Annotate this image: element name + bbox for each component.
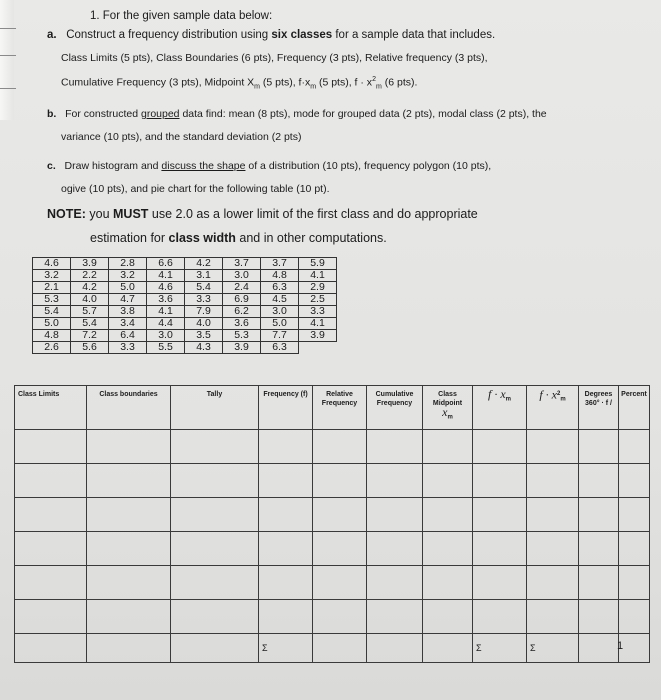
part-b-line1: b. For constructed grouped data find: mean (8 pts), mode for grouped data (2 pts), modal class (2 pts), the: [47, 108, 547, 120]
data-cell: 3.3: [299, 306, 337, 318]
header-frequency: Frequency (f): [259, 386, 313, 430]
data-cell: 5.4: [71, 318, 109, 330]
data-cell: 2.8: [109, 258, 147, 270]
table-header-row: [15, 386, 650, 430]
part-b-line2: variance (10 pts), and the standard deviation (2 pts): [61, 131, 302, 143]
note-line1: NOTE: you MUST use 2.0 as a lower limit of the first class and do appropriate: [47, 207, 478, 221]
data-cell: 4.2: [185, 258, 223, 270]
data-cell: 3.3: [185, 294, 223, 306]
data-cell: 7.2: [71, 330, 109, 342]
table-row: [15, 600, 650, 634]
table-row: [15, 532, 650, 566]
sample-data-grid: [32, 257, 337, 354]
data-grid-row: [33, 318, 337, 330]
data-cell: 4.1: [147, 270, 185, 282]
question-1: [90, 10, 272, 22]
data-cell: 5.6: [71, 342, 109, 354]
data-cell: 5.9: [299, 258, 337, 270]
data-cell: 4.7: [109, 294, 147, 306]
data-cell: 5.3: [33, 294, 71, 306]
header-class-midpoint: Class Midpoint $x_m$: [423, 386, 473, 430]
data-cell: 7.7: [261, 330, 299, 342]
header-fx: $f \cdot x_m$: [473, 386, 527, 430]
header-percent: Percent: [619, 386, 650, 430]
data-cell: 6.9: [223, 294, 261, 306]
part-c-line1: c. Draw histogram and discuss the shape of a distribution (10 pts), frequency polygon (10 pts),: [47, 160, 492, 172]
header-tally: Tally: [171, 386, 259, 430]
data-grid-row: [33, 342, 337, 354]
part-c-line2: ogive (10 pts), and pie chart for the following table (10 pt).: [61, 183, 330, 195]
data-cell: 3.6: [223, 318, 261, 330]
sum-fx: Σ: [473, 634, 527, 663]
data-cell: 5.4: [33, 306, 71, 318]
data-cell: 3.0: [261, 306, 299, 318]
data-cell: 3.9: [71, 258, 109, 270]
data-cell: [299, 342, 337, 354]
data-cell: 4.8: [33, 330, 71, 342]
page-edge: [0, 0, 14, 120]
edge-mark: [0, 55, 16, 56]
data-cell: 3.7: [223, 258, 261, 270]
data-cell: 6.6: [147, 258, 185, 270]
data-cell: 2.6: [33, 342, 71, 354]
data-cell: 5.0: [261, 318, 299, 330]
table-row: [15, 464, 650, 498]
header-class-limits: Class Limits: [15, 386, 87, 430]
part-a-line1: a. Construct a frequency distribution using six classes for a sample data that includes.: [47, 29, 496, 41]
frequency-distribution-table: [14, 385, 650, 663]
table-row: [15, 498, 650, 532]
data-cell: 4.2: [71, 282, 109, 294]
page-number: 1: [617, 640, 624, 652]
data-cell: 3.7: [261, 258, 299, 270]
data-cell: 4.5: [261, 294, 299, 306]
data-cell: 7.9: [185, 306, 223, 318]
data-cell: 4.1: [299, 270, 337, 282]
data-cell: 5.0: [109, 282, 147, 294]
table-sum-row: [15, 634, 650, 663]
header-fx2: $f \cdot x^2_m$: [527, 386, 579, 430]
data-cell: 3.0: [147, 330, 185, 342]
data-cell: 3.9: [223, 342, 261, 354]
data-cell: 3.2: [109, 270, 147, 282]
data-cell: 3.9: [299, 330, 337, 342]
data-cell: 3.4: [109, 318, 147, 330]
data-cell: 5.3: [223, 330, 261, 342]
data-grid-row: [33, 258, 337, 270]
data-cell: 5.7: [71, 306, 109, 318]
data-cell: 6.3: [261, 342, 299, 354]
data-cell: 4.4: [147, 318, 185, 330]
part-a-line2: Class Limits (5 pts), Class Boundaries (6 pts), Frequency (3 pts), Relative frequency (3 pts),: [61, 52, 488, 64]
data-cell: 6.2: [223, 306, 261, 318]
sum-frequency: Σ: [259, 634, 313, 663]
question-1-text: 1. For the given sample data below:: [90, 10, 273, 22]
data-cell: 6.3: [261, 282, 299, 294]
data-cell: 4.0: [71, 294, 109, 306]
data-grid-row: [33, 282, 337, 294]
header-cumulative-frequency: Cumulative Frequency: [367, 386, 423, 430]
data-grid-row: [33, 270, 337, 282]
header-relative-frequency: Relative Frequency: [313, 386, 367, 430]
data-cell: 2.4: [223, 282, 261, 294]
data-cell: 2.1: [33, 282, 71, 294]
data-cell: 2.5: [299, 294, 337, 306]
data-cell: 4.0: [185, 318, 223, 330]
data-grid-row: [33, 330, 337, 342]
data-cell: 4.3: [185, 342, 223, 354]
data-cell: 4.8: [261, 270, 299, 282]
data-cell: 3.2: [33, 270, 71, 282]
data-cell: 3.1: [185, 270, 223, 282]
data-grid-row: [33, 294, 337, 306]
data-cell: 3.6: [147, 294, 185, 306]
part-a-line3: Cumulative Frequency (3 pts), Midpoint $X_m$ (5 pts), $f\cdot x_m$ (5 pts), $f \cdot x^2_m$ (6 pts).: [61, 76, 418, 91]
data-cell: 3.3: [109, 342, 147, 354]
data-cell: 3.5: [185, 330, 223, 342]
data-cell: 4.1: [299, 318, 337, 330]
data-grid-row: [33, 306, 337, 318]
data-cell: 5.0: [33, 318, 71, 330]
sum-fx2: Σ: [527, 634, 579, 663]
data-cell: 5.4: [185, 282, 223, 294]
header-class-boundaries: Class boundaries: [87, 386, 171, 430]
data-cell: 4.6: [147, 282, 185, 294]
table-row: [15, 430, 650, 464]
table-row: [15, 566, 650, 600]
data-cell: 2.9: [299, 282, 337, 294]
edge-mark: [0, 88, 16, 89]
data-cell: 3.8: [109, 306, 147, 318]
data-cell: 5.5: [147, 342, 185, 354]
header-degrees: Degrees 360° · f /: [579, 386, 619, 430]
data-cell: 4.1: [147, 306, 185, 318]
data-cell: 2.2: [71, 270, 109, 282]
data-cell: 4.6: [33, 258, 71, 270]
note-line2: estimation for class width and in other computations.: [90, 231, 387, 245]
data-cell: 3.0: [223, 270, 261, 282]
edge-mark: [0, 28, 16, 29]
data-cell: 6.4: [109, 330, 147, 342]
